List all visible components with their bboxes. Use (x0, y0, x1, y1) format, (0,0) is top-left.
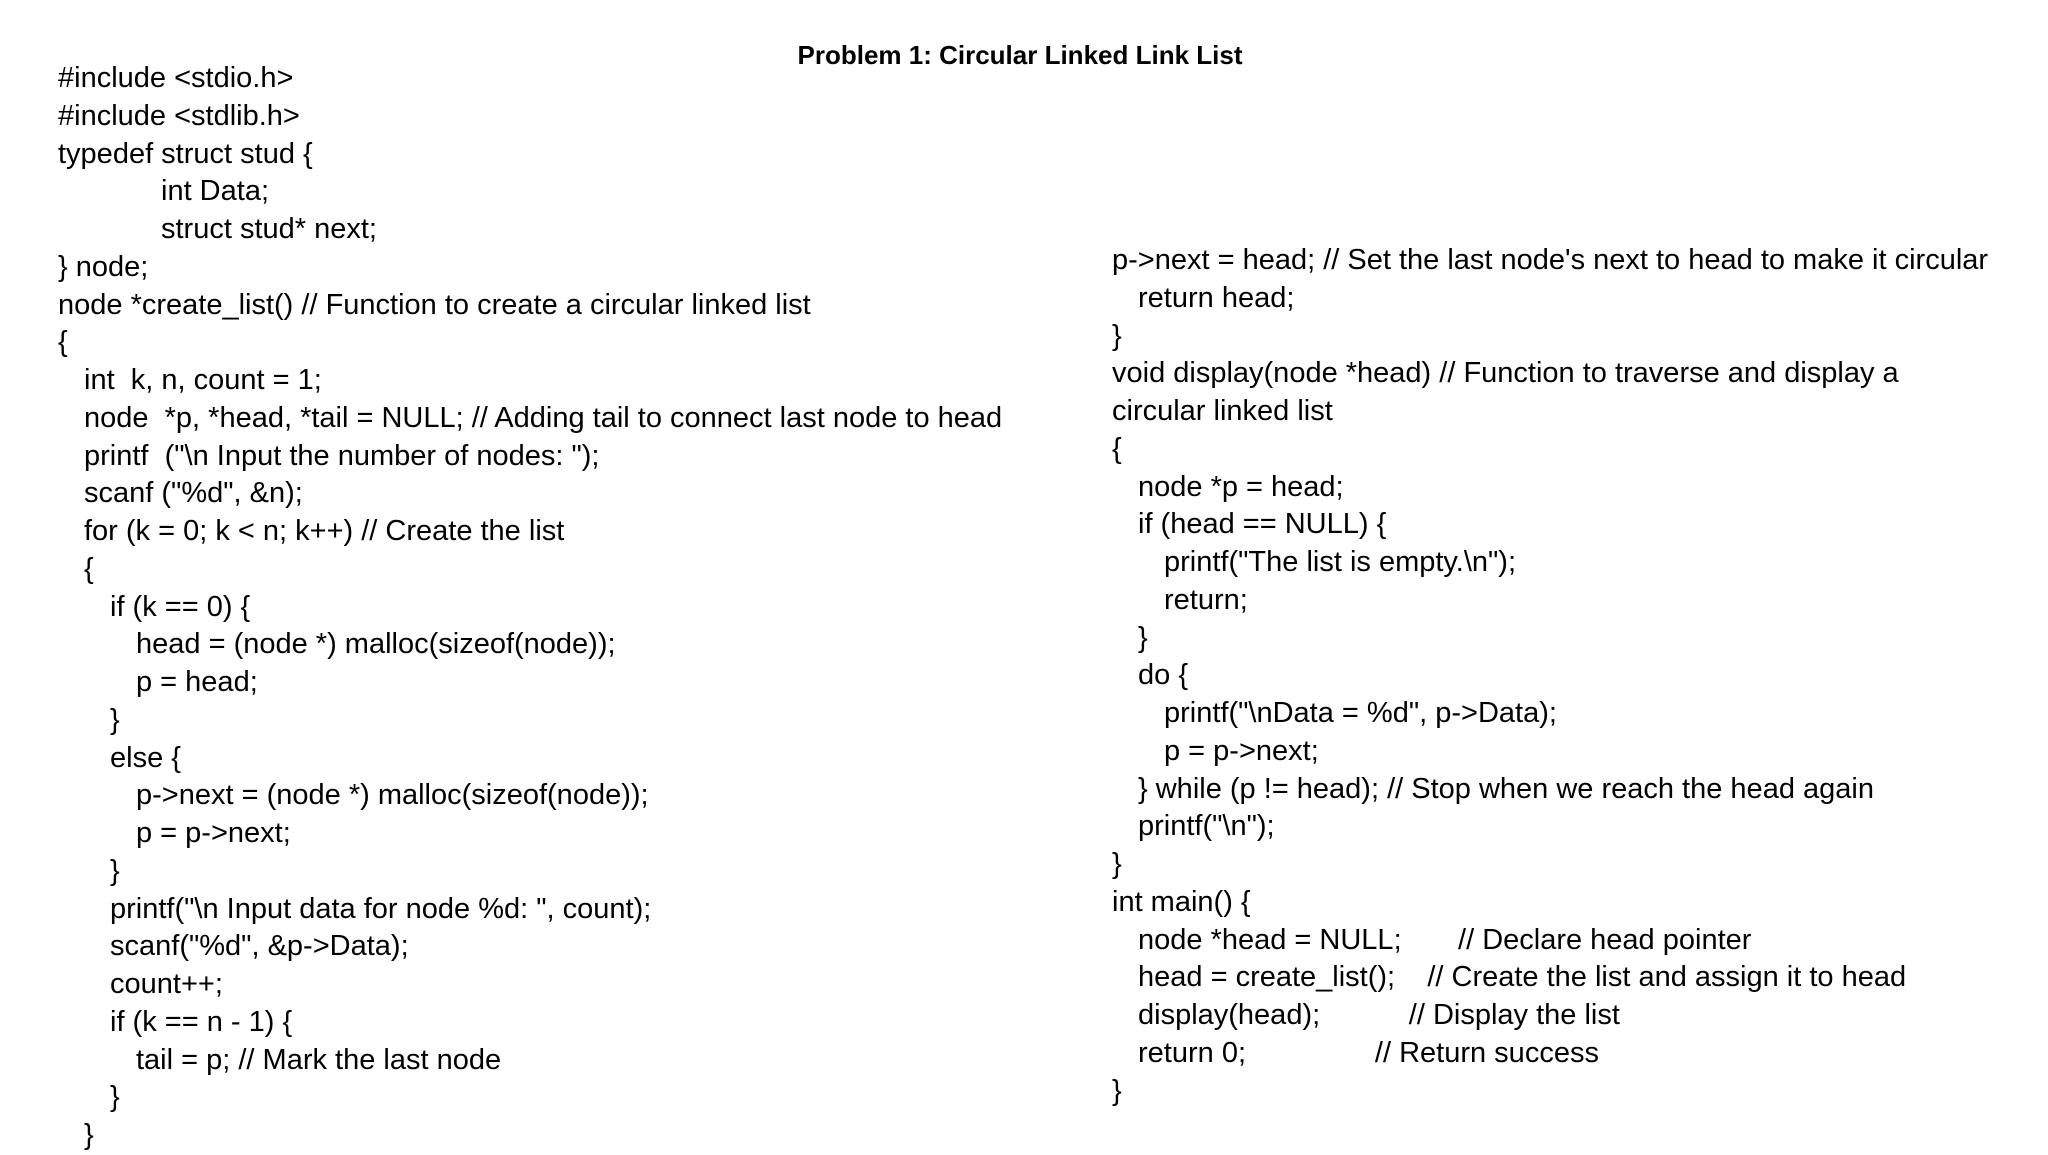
code-line: int k, n, count = 1; (84, 364, 322, 396)
code-line: if (k == n - 1) { (110, 1005, 293, 1038)
code-line: node *create_list() // Function to create a circular linked list (58, 288, 811, 321)
code-line: scanf ("%d", &n); (84, 477, 303, 510)
code-line: p = p->next; (136, 817, 291, 849)
code-line: printf("The list is empty.\n"); (1164, 546, 1517, 578)
code-line: printf("\nData = %d", p->Data); (1164, 697, 1557, 729)
code-line: if (head == NULL) { (1138, 508, 1387, 541)
code-line: printf("\n"); (1138, 810, 1275, 843)
code-line: typedef struct stud { (58, 137, 313, 170)
code-line: tail = p; // Mark the last node (136, 1043, 502, 1076)
code-line: do { (1138, 659, 1188, 692)
code-line: int Data; (161, 175, 269, 208)
code-line: p->next = head; // Set the last node's next to head to make it circular (1112, 244, 1989, 276)
code-line: { (58, 326, 68, 359)
code-line: node *p, *head, *tail = NULL; // Adding tail to connect last node to head (84, 401, 1003, 434)
code-line: #include <stdio.h> (58, 62, 294, 94)
code-line: { (84, 552, 94, 585)
code-line: count++; (110, 968, 223, 1000)
code-line: return 0; // Return success (1138, 1036, 1599, 1069)
code-column-left (58, 60, 1002, 1155)
code-line: } node; (58, 250, 149, 283)
code-line: } (1112, 319, 1122, 352)
code-line: if (k == 0) { (110, 590, 251, 623)
code-line: return head; (1138, 281, 1295, 314)
code-line: node *head = NULL; // Declare head pointer (1138, 923, 1752, 956)
code-line: } (1138, 621, 1148, 654)
code-line: display(head); // Display the list (1138, 999, 1620, 1031)
code-line: #include <stdlib.h> (58, 99, 300, 132)
page-title: Problem 1: Circular Linked Link List (797, 40, 1243, 70)
code-line: return; (1164, 583, 1248, 616)
code-line: scanf("%d", &p->Data); (110, 930, 409, 963)
code-line: p = head; (136, 666, 258, 698)
code-line: } while (p != head); // Stop when we reach the head again (1138, 772, 1874, 805)
code-line: else { (110, 741, 181, 774)
code-line: circular linked list (1112, 395, 1333, 427)
code-line: p = p->next; (1164, 734, 1319, 767)
code-line: } (84, 1119, 94, 1151)
code-line: for (k = 0; k < n; k++) // Create the list (84, 515, 565, 547)
code-line: head = create_list(); // Create the list and assign it to head (1138, 961, 1907, 994)
code-line: { (1112, 432, 1122, 465)
code-line: head = (node *) malloc(sizeof(node)); (136, 628, 616, 661)
code-line: } (110, 1081, 120, 1114)
code-line: } (110, 703, 120, 736)
code-line: printf ("\n Input the number of nodes: "); (84, 439, 600, 472)
code-line: } (1112, 1074, 1122, 1107)
code-column-right (1112, 242, 1988, 1110)
code-line: } (1112, 848, 1122, 880)
code-line: void display(node *head) // Function to traverse and display a (1112, 357, 1899, 390)
code-line: struct stud* next; (161, 213, 377, 245)
code-line: } (110, 854, 120, 887)
code-line: int main() { (1112, 885, 1251, 918)
code-line: node *p = head; (1138, 470, 1344, 503)
code-line: printf("\n Input data for node %d: ", count); (110, 892, 652, 925)
code-line: p->next = (node *) malloc(sizeof(node)); (136, 779, 649, 812)
